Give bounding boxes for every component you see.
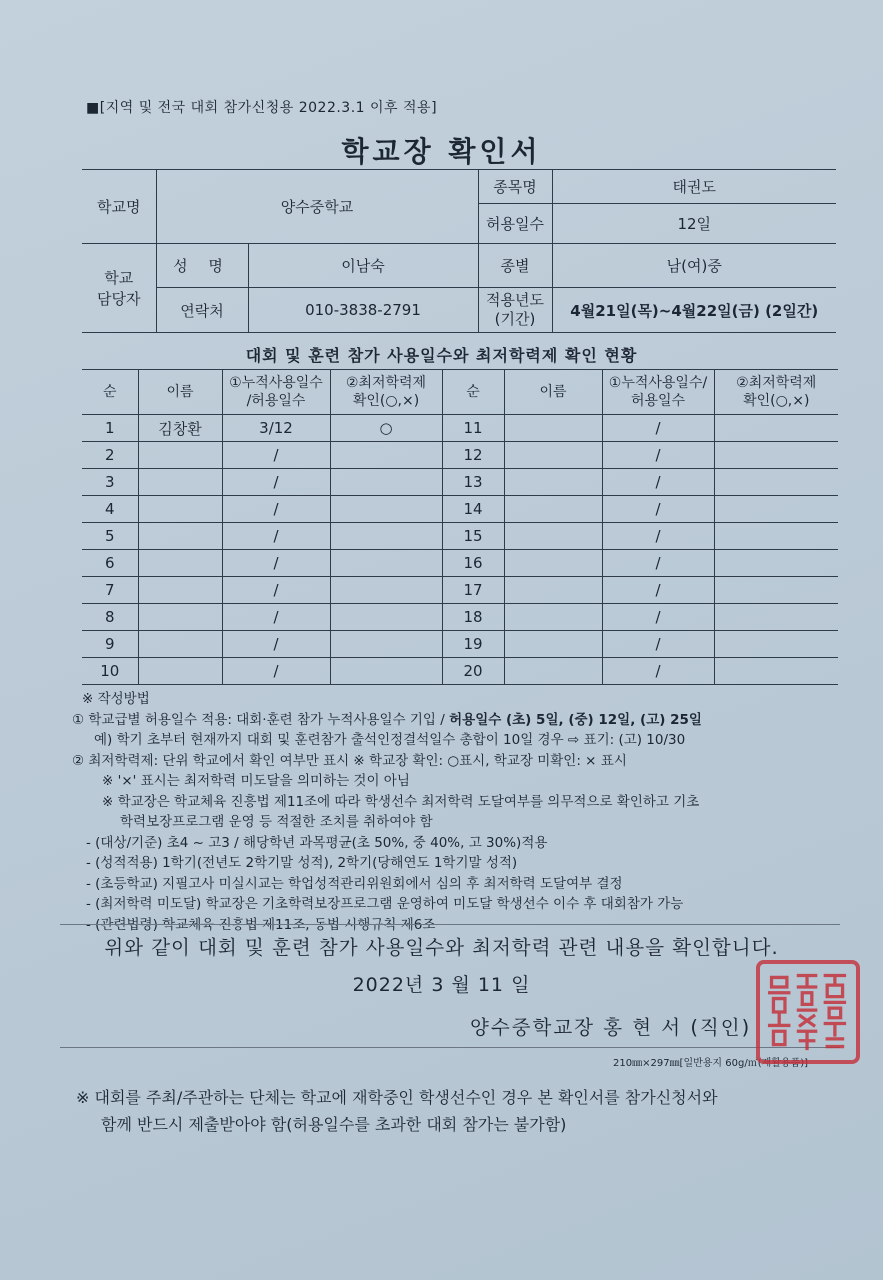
roster-body bbox=[82, 415, 838, 685]
instructions-heading: ※ 작성방법 bbox=[82, 691, 150, 707]
row-acad-left bbox=[330, 523, 442, 550]
row-acad-left bbox=[330, 631, 442, 658]
row-number-right: 16 bbox=[442, 550, 504, 577]
row-number-left: 4 bbox=[82, 496, 138, 523]
row-number-right: 17 bbox=[442, 577, 504, 604]
row-days-left: / bbox=[222, 469, 330, 496]
manager-label bbox=[82, 244, 156, 333]
period-value: 4월21일(목)~4월22일(금) (2일간) bbox=[552, 288, 836, 333]
row-days-left: / bbox=[222, 631, 330, 658]
row-acad-left bbox=[330, 496, 442, 523]
row-name-right bbox=[504, 577, 602, 604]
row-days-right: / bbox=[602, 496, 714, 523]
criteria-grades: - (성적적용) 1학기(전년도 2학기말 성적), 2학기(당해연도 1학기말 성적) bbox=[86, 855, 518, 871]
header-days-left bbox=[222, 370, 330, 415]
allowed-days-label: 허용일수 bbox=[478, 204, 552, 244]
row-acad-right bbox=[714, 577, 838, 604]
row-name-right bbox=[504, 469, 602, 496]
row-number-left: 2 bbox=[82, 442, 138, 469]
row-acad-right bbox=[714, 496, 838, 523]
row-number-left: 7 bbox=[82, 577, 138, 604]
row-days-left: / bbox=[222, 442, 330, 469]
row-acad-left: ○ bbox=[330, 415, 442, 442]
row-days-right: / bbox=[602, 415, 714, 442]
row-days-left: / bbox=[222, 604, 330, 631]
row-acad-right bbox=[714, 550, 838, 577]
row-name-left bbox=[138, 577, 222, 604]
header-acad-left bbox=[330, 370, 442, 415]
header-days-left-line2: /허용일수 bbox=[246, 393, 306, 409]
instruction-1-text: ① 학교급별 허용일수 적용: 대회·훈련 참가 누적사용일수 기입 / bbox=[72, 711, 450, 728]
row-name-left bbox=[138, 523, 222, 550]
section-title: 대회 및 훈련 참가 사용일수와 최저학력제 확인 현황 bbox=[245, 346, 638, 365]
header-acad-left-line2: 확인(○,×) bbox=[352, 393, 420, 409]
criteria-law: - (관련법령) 학교체육 진흥법 제11조, 동법 시행규칙 제6조 bbox=[86, 916, 436, 933]
row-days-right: / bbox=[602, 604, 714, 631]
row-days-left: 3/12 bbox=[222, 415, 330, 442]
header-note: ■[지역 및 전국 대회 참가신청용 2022.3.1 이후 적용] bbox=[86, 100, 438, 116]
row-acad-right bbox=[714, 604, 838, 631]
paper-spec: 210㎜×297㎜[일반용지 60g/㎡(재활용품)] bbox=[613, 1058, 809, 1069]
header-acad-right bbox=[714, 370, 838, 415]
row-name-left bbox=[138, 604, 222, 631]
header-days-left-line1: ①누적사용일수 bbox=[229, 375, 323, 391]
row-number-right: 13 bbox=[442, 469, 504, 496]
row-number-left: 5 bbox=[82, 523, 138, 550]
row-number-right: 19 bbox=[442, 631, 504, 658]
row-days-left: / bbox=[222, 523, 330, 550]
row-acad-left bbox=[330, 577, 442, 604]
table-row bbox=[82, 442, 838, 469]
instructions bbox=[72, 689, 862, 935]
table-row bbox=[82, 523, 838, 550]
official-seal-icon bbox=[756, 960, 860, 1064]
roster-table bbox=[82, 369, 838, 685]
issue-date: 2022년 3 월 11 일 bbox=[352, 974, 531, 996]
criteria-elementary: - (초등학교) 지필고사 미실시교는 학업성적관리위원회에서 심의 후 최저학력 도달여부 결정 bbox=[86, 875, 623, 892]
header-no-right: 순 bbox=[442, 370, 504, 415]
row-days-right: / bbox=[602, 577, 714, 604]
criteria-target: - (대상/기준) 초4 ~ 고3 / 해당학년 과목평균(초 50%, 중 40%, 고 30%)적용 bbox=[86, 834, 548, 851]
page-title: 학교장 확인서 bbox=[341, 135, 542, 168]
footer-notice bbox=[76, 1084, 718, 1138]
row-name-right bbox=[504, 496, 602, 523]
divider-top bbox=[60, 924, 840, 925]
row-days-right: / bbox=[602, 469, 714, 496]
table-row bbox=[82, 604, 838, 631]
gender-label: 종별 bbox=[478, 244, 552, 288]
row-name-right bbox=[504, 550, 602, 577]
name-value: 이남숙 bbox=[248, 244, 478, 288]
contact-label: 연락처 bbox=[156, 288, 248, 333]
instruction-1 bbox=[72, 710, 862, 731]
allowed-days-value: 12일 bbox=[552, 204, 836, 244]
row-number-left: 1 bbox=[82, 415, 138, 442]
row-name-left bbox=[138, 496, 222, 523]
row-acad-right bbox=[714, 631, 838, 658]
row-acad-right bbox=[714, 415, 838, 442]
table-row bbox=[82, 658, 838, 685]
manager-label-line1: 학교 bbox=[104, 269, 134, 287]
row-days-right: / bbox=[602, 658, 714, 685]
sport-label: 종목명 bbox=[478, 170, 552, 204]
row-name-right bbox=[504, 415, 602, 442]
row-number-right: 11 bbox=[442, 415, 504, 442]
row-acad-right bbox=[714, 523, 838, 550]
row-number-left: 3 bbox=[82, 469, 138, 496]
row-number-left: 9 bbox=[82, 631, 138, 658]
instruction-2-sub2: ※ 학교장은 학교체육 진흥법 제11조에 따라 학생선수 최저학력 도달여부를 의무적으로 확인하고 기초 bbox=[102, 793, 700, 810]
row-name-right bbox=[504, 631, 602, 658]
header-no-left: 순 bbox=[82, 370, 138, 415]
instruction-2-sub1: ※ '×' 표시는 최저학력 미도달을 의미하는 것이 아님 bbox=[102, 773, 410, 789]
seal-drawing-icon bbox=[760, 964, 856, 1060]
footer-line1: ※ 대회를 주최/주관하는 단체는 학교에 재학중인 학생선수인 경우 본 확인서를 참가신청서와 bbox=[76, 1088, 718, 1107]
row-acad-left bbox=[330, 604, 442, 631]
row-name-left bbox=[138, 469, 222, 496]
row-acad-right bbox=[714, 469, 838, 496]
row-name-right bbox=[504, 523, 602, 550]
gender-value: 남(여)중 bbox=[552, 244, 836, 288]
name-label: 성 명 bbox=[156, 244, 248, 288]
table-row bbox=[82, 496, 838, 523]
school-name-label: 학교명 bbox=[82, 170, 156, 244]
row-acad-left bbox=[330, 469, 442, 496]
info-table bbox=[82, 169, 836, 333]
row-acad-left bbox=[330, 442, 442, 469]
row-number-right: 20 bbox=[442, 658, 504, 685]
period-label-line2: (기간) bbox=[494, 310, 536, 328]
row-days-left: / bbox=[222, 550, 330, 577]
row-number-right: 18 bbox=[442, 604, 504, 631]
row-acad-left bbox=[330, 550, 442, 577]
header-name-left: 이름 bbox=[138, 370, 222, 415]
header-name-right: 이름 bbox=[504, 370, 602, 415]
instruction-1-bold: 허용일수 (초) 5일, (중) 12일, (고) 25일 bbox=[449, 711, 702, 728]
instruction-1-example: 예) 학기 초부터 현재까지 대회 및 훈련참가 출석인정결석일수 총합이 10일 경우 ⇨ 표기: (고) 10/30 bbox=[94, 732, 686, 748]
row-number-right: 14 bbox=[442, 496, 504, 523]
row-acad-right bbox=[714, 442, 838, 469]
table-row bbox=[82, 577, 838, 604]
row-days-left: / bbox=[222, 577, 330, 604]
header-days-right-line2: 허용일수 bbox=[630, 393, 686, 409]
row-number-left: 8 bbox=[82, 604, 138, 631]
row-acad-right bbox=[714, 658, 838, 685]
sport-value: 태권도 bbox=[552, 170, 836, 204]
row-number-left: 10 bbox=[82, 658, 138, 685]
row-days-left: / bbox=[222, 658, 330, 685]
header-acad-right-line1: ②최저학력제 bbox=[736, 375, 817, 391]
contact-value: 010-3838-2791 bbox=[248, 288, 478, 333]
header-days-right-line1: ①누적사용일수/ bbox=[608, 375, 708, 391]
table-row bbox=[82, 550, 838, 577]
row-number-left: 6 bbox=[82, 550, 138, 577]
row-days-right: / bbox=[602, 550, 714, 577]
instruction-2-sub2-cont: 학력보장프로그램 운영 등 적절한 조치를 취하여야 함 bbox=[120, 814, 433, 830]
row-name-left bbox=[138, 442, 222, 469]
table-row bbox=[82, 415, 838, 442]
row-acad-left bbox=[330, 658, 442, 685]
confirmation-statement: 위와 같이 대회 및 훈련 참가 사용일수와 최저학력 관련 내용을 확인합니다. bbox=[104, 936, 779, 959]
footer-line2: 함께 반드시 제출받아야 함(허용일수를 초과한 대회 참가는 불가함) bbox=[101, 1115, 567, 1134]
divider-bottom bbox=[60, 1047, 840, 1048]
instruction-2: ② 최저학력제: 단위 학교에서 확인 여부만 표시 ※ 학교장 확인: ○표시, 학교장 미확인: × 표시 bbox=[72, 752, 627, 769]
row-name-right bbox=[504, 658, 602, 685]
row-days-left: / bbox=[222, 496, 330, 523]
row-name-right bbox=[504, 604, 602, 631]
row-name-left: 김창환 bbox=[138, 415, 222, 442]
principal-signature: 양수중학교장 홍 현 서 (직인) bbox=[470, 1016, 752, 1039]
manager-label-line2: 담당자 bbox=[97, 290, 141, 308]
header-acad-right-line2: 확인(○,×) bbox=[743, 393, 810, 409]
row-name-left bbox=[138, 550, 222, 577]
row-name-right bbox=[504, 442, 602, 469]
row-name-left bbox=[138, 631, 222, 658]
period-label bbox=[478, 288, 552, 333]
row-days-right: / bbox=[602, 631, 714, 658]
row-name-left bbox=[138, 658, 222, 685]
row-number-right: 15 bbox=[442, 523, 504, 550]
header-days-right bbox=[602, 370, 714, 415]
criteria-below-min: - (최저학력 미도달) 학교장은 기초학력보장프로그램 운영하여 미도달 학생선수 이수 후 대회참가 가능 bbox=[86, 896, 684, 912]
table-row bbox=[82, 469, 838, 496]
school-name-value: 양수중학교 bbox=[156, 170, 478, 244]
period-label-line1: 적용년도 bbox=[486, 291, 544, 309]
row-number-right: 12 bbox=[442, 442, 504, 469]
roster-header-row bbox=[82, 370, 838, 415]
header-acad-left-line1: ②최저학력제 bbox=[345, 375, 427, 391]
row-days-right: / bbox=[602, 442, 714, 469]
row-days-right: / bbox=[602, 523, 714, 550]
table-row bbox=[82, 631, 838, 658]
